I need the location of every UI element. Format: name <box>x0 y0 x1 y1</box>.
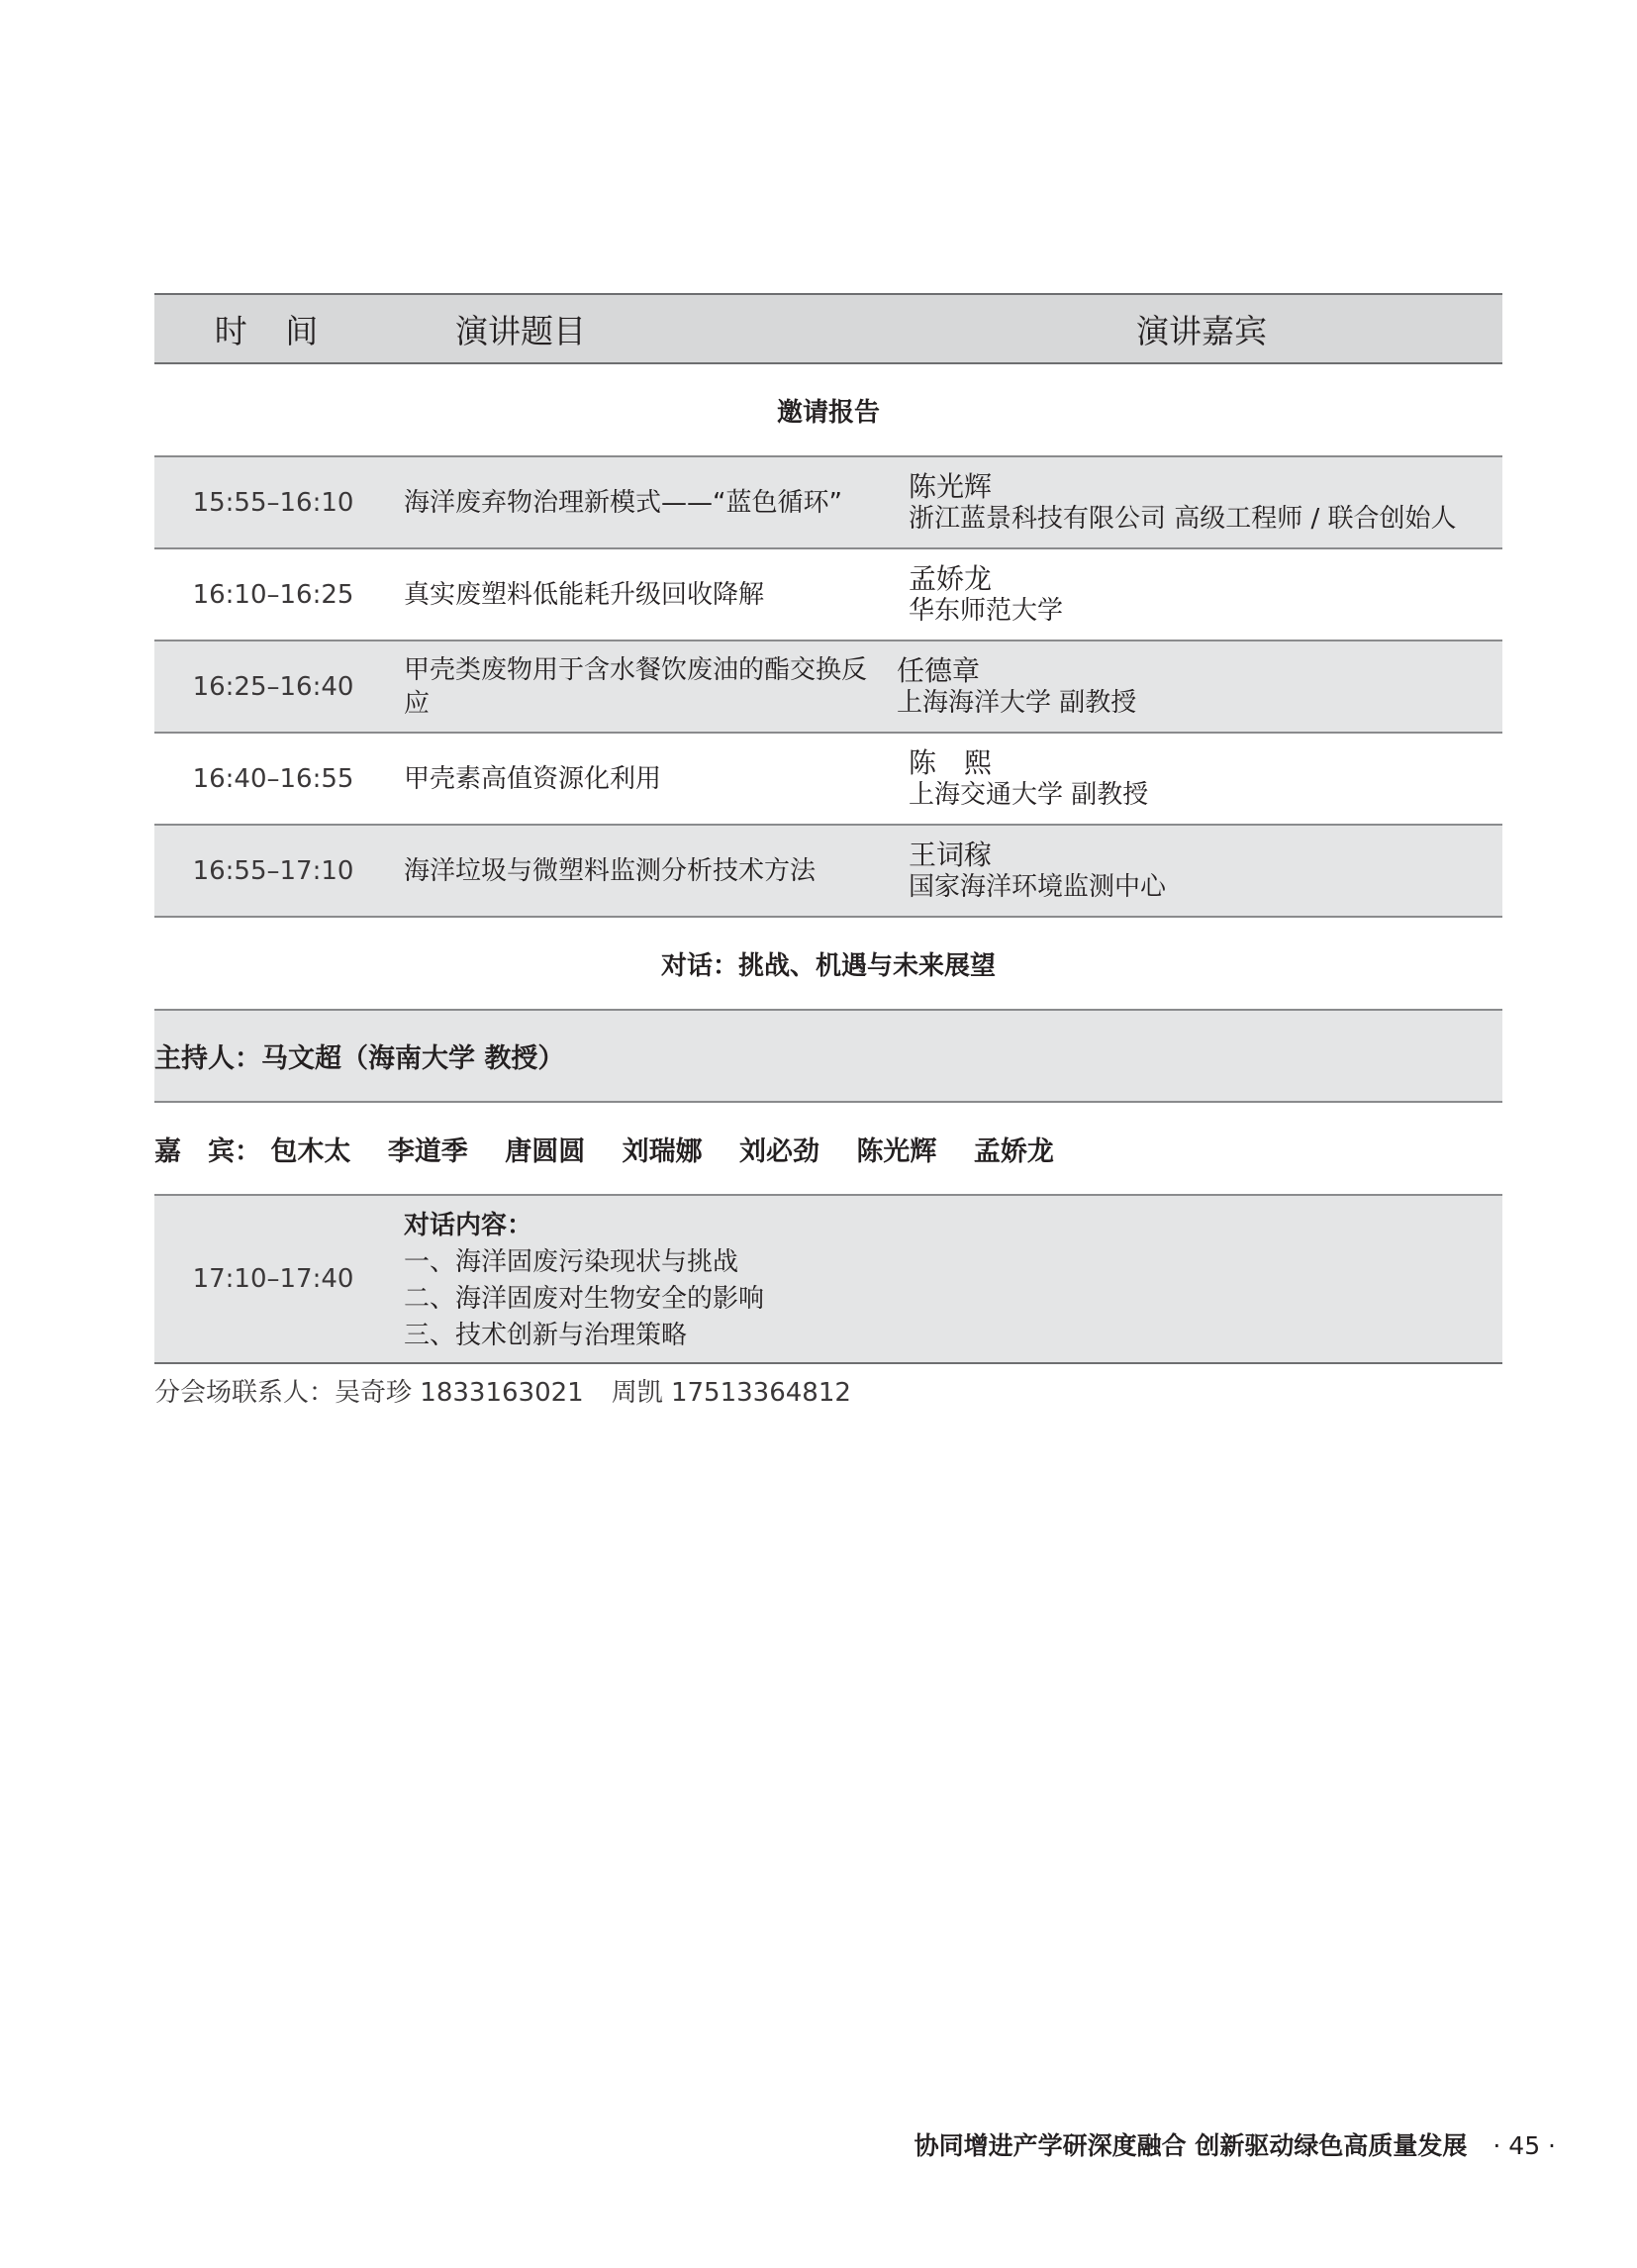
dialogue-item: 三、技术创新与治理策略 <box>404 1321 688 1350</box>
dialogue-time: 17:10–17:40 <box>154 1195 392 1363</box>
page-number: · 45 · <box>1493 2131 1556 2160</box>
speaker-affiliation: 浙江蓝景科技有限公司 高级工程师 / 联合创始人 <box>909 503 1457 534</box>
speaker-affiliation: 上海海洋大学 副教授 <box>897 687 1137 718</box>
talk-title: 真实废塑料低能耗升级回收降解 <box>404 579 765 610</box>
speaker-name: 王词稼 <box>909 838 993 871</box>
section-invited-row <box>154 363 1502 456</box>
speaker-name: 陈光辉 <box>909 469 993 503</box>
talk-time: 16:55–17:10 <box>154 825 392 917</box>
table-row <box>154 548 1502 641</box>
talk-body <box>392 733 1502 825</box>
talk-time: 16:10–16:25 <box>154 548 392 641</box>
dialogue-content <box>392 1195 1502 1363</box>
talk-title: 甲壳素高值资源化利用 <box>404 763 662 794</box>
table-row <box>154 825 1502 917</box>
talk-speaker <box>899 563 1502 627</box>
talk-title: 甲壳类废物用于含水餐饮废油的酯交换反应 <box>404 654 868 719</box>
dialogue-row <box>154 1195 1502 1363</box>
talk-title: 海洋废弃物治理新模式——“蓝色循环” <box>404 487 842 518</box>
table-header-row <box>154 294 1502 363</box>
speaker-name: 任德章 <box>897 653 981 687</box>
speaker-name: 陈 熙 <box>909 745 993 779</box>
talk-time: 16:40–16:55 <box>154 733 392 825</box>
guest-name: 包木太 <box>270 1135 351 1167</box>
contact-label: 分会场联系人： <box>154 1378 336 1408</box>
table-row <box>154 733 1502 825</box>
table-row <box>154 641 1502 733</box>
guest-name: 陈光辉 <box>856 1135 937 1167</box>
speaker-affiliation: 上海交通大学 副教授 <box>909 779 1149 810</box>
talk-body <box>392 641 1502 733</box>
dialogue-heading: 对话内容： <box>404 1211 533 1240</box>
talk-title: 海洋垃圾与微塑料监测分析技术方法 <box>404 855 817 886</box>
talk-body <box>392 825 1502 917</box>
table-row <box>154 456 1502 548</box>
section-invited-title: 邀请报告 <box>154 363 1502 456</box>
guest-name: 孟娇龙 <box>973 1135 1054 1167</box>
talk-speaker <box>899 471 1502 535</box>
contact-person-2: 周凯 17513364812 <box>611 1378 851 1408</box>
talk-speaker <box>899 839 1502 903</box>
talk-body <box>392 456 1502 548</box>
header-speaker-group <box>455 294 1502 363</box>
contact-person-1: 吴奇珍 1833163021 <box>335 1378 584 1408</box>
guests-cell <box>154 1102 1502 1195</box>
header-time: 时 间 <box>154 294 392 363</box>
dialogue-item: 二、海洋固废对生物安全的影响 <box>404 1284 765 1314</box>
dialogue-item: 一、海洋固废污染现状与挑战 <box>404 1247 739 1277</box>
contact-line <box>154 1372 879 1409</box>
guest-name: 李道季 <box>387 1135 468 1167</box>
speaker-name: 孟娇龙 <box>909 561 993 595</box>
header-speaker: 演讲嘉宾 <box>1136 311 1267 350</box>
speaker-affiliation: 国家海洋环境监测中心 <box>909 871 1167 902</box>
guest-name: 唐圆圆 <box>505 1135 586 1167</box>
guests-row <box>154 1102 1502 1195</box>
talk-time: 15:55–16:10 <box>154 456 392 548</box>
guest-name: 刘瑞娜 <box>622 1135 703 1167</box>
talk-time: 16:25–16:40 <box>154 641 392 733</box>
page-footer <box>915 2126 1556 2162</box>
guest-name: 刘必劲 <box>739 1135 820 1167</box>
talk-body <box>392 548 1502 641</box>
talk-speaker <box>887 655 1502 719</box>
host-text: 主持人：马文超（海南大学 教授） <box>154 1010 1502 1102</box>
footer-slogan: 协同增进产学研深度融合 创新驱动绿色高质量发展 <box>914 2131 1468 2160</box>
section-dialogue-title: 对话：挑战、机遇与未来展望 <box>154 917 1502 1010</box>
section-dialogue-row <box>154 917 1502 1010</box>
talk-speaker <box>899 747 1502 811</box>
guests-label: 嘉 宾： <box>154 1135 261 1167</box>
schedule-table <box>154 293 1502 1364</box>
header-title: 演讲题目 <box>455 311 586 350</box>
host-row <box>154 1010 1502 1102</box>
speaker-affiliation: 华东师范大学 <box>909 595 1064 626</box>
